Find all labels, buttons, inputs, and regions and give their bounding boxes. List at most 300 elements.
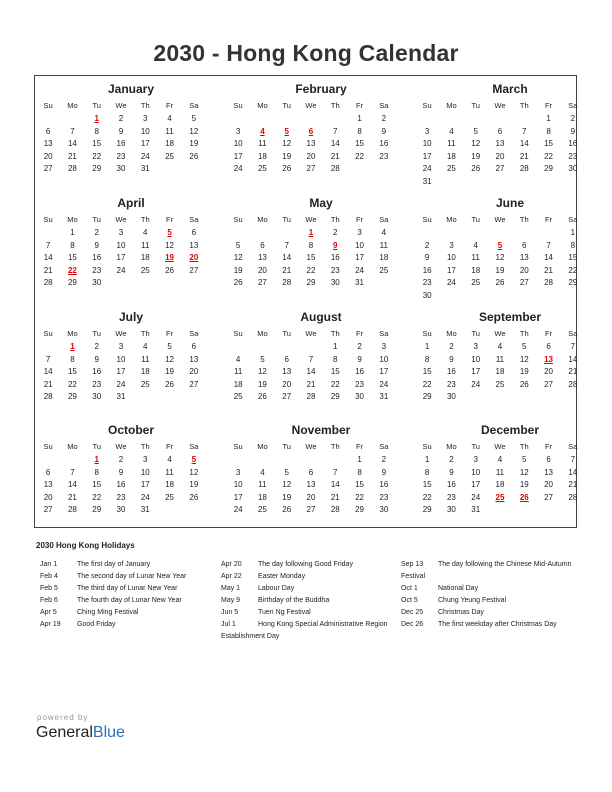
day-cell: 6 xyxy=(45,467,51,477)
month-name: April xyxy=(117,196,145,210)
day-cell: 9 xyxy=(449,354,454,364)
week-row xyxy=(415,354,585,367)
empty-day-cell xyxy=(347,163,371,176)
day-cell: 13 xyxy=(519,253,529,263)
day-cell: 23 xyxy=(422,278,432,288)
holiday-date: Feb 4 xyxy=(40,573,58,580)
day-cell: 23 xyxy=(446,379,456,389)
weekday-label: We xyxy=(305,101,317,110)
day-cell: 21 xyxy=(67,151,77,161)
weekday-label: Sa xyxy=(189,329,199,338)
day-cell: 19 xyxy=(165,367,174,377)
holiday-day-cell: 13 xyxy=(544,354,553,364)
day-cell: 19 xyxy=(233,265,243,275)
day-cell: 17 xyxy=(446,265,456,275)
day-cell: 17 xyxy=(471,367,481,377)
week-row xyxy=(226,240,396,253)
week-row xyxy=(226,277,396,290)
day-cell: 26 xyxy=(282,164,292,174)
weekday-header xyxy=(226,98,396,113)
empty-day-cell xyxy=(250,454,274,467)
day-cell: 16 xyxy=(568,139,578,149)
month-february xyxy=(226,82,396,176)
weekday-label: Sa xyxy=(568,442,578,451)
month-september xyxy=(415,310,585,404)
day-cell: 12 xyxy=(471,139,481,149)
day-cell: 8 xyxy=(94,467,99,477)
day-cell: 22 xyxy=(92,151,102,161)
day-cell: 4 xyxy=(497,455,503,464)
day-cell: 15 xyxy=(67,367,77,377)
weekday-label: Tu xyxy=(471,215,480,224)
holiday-date: Oct 5 xyxy=(401,597,418,604)
day-cell: 10 xyxy=(116,354,126,364)
holidays-column xyxy=(40,559,215,631)
day-cell: 28 xyxy=(330,164,340,174)
day-cell: 8 xyxy=(357,126,362,136)
generalblue-logo[interactable] xyxy=(36,724,125,742)
day-cell: 15 xyxy=(544,139,553,149)
day-cell: 9 xyxy=(449,467,454,477)
day-cell: 12 xyxy=(257,367,267,377)
day-cell: 24 xyxy=(471,379,481,389)
day-cell: 31 xyxy=(355,278,364,288)
weekday-label: Th xyxy=(519,442,529,451)
empty-day-cell xyxy=(250,227,274,240)
day-cell: 21 xyxy=(306,379,316,389)
week-row xyxy=(226,265,396,278)
empty-day-cell xyxy=(561,290,585,303)
holiday-date: Feb 6 xyxy=(40,597,58,604)
empty-day-cell xyxy=(60,454,84,467)
day-cell: 26 xyxy=(519,379,529,389)
weekday-label: We xyxy=(305,215,317,224)
day-cell: 27 xyxy=(306,505,316,515)
empty-day-cell xyxy=(372,163,396,176)
day-cell: 3 xyxy=(424,126,430,136)
day-cell: 26 xyxy=(165,379,174,389)
day-cell: 11 xyxy=(495,467,505,477)
day-cell: 20 xyxy=(519,265,529,275)
day-cell: 2 xyxy=(381,455,387,464)
weekday-label: Mo xyxy=(446,101,457,110)
day-cell: 22 xyxy=(422,492,432,502)
day-cell: 13 xyxy=(43,480,53,490)
day-cell: 19 xyxy=(189,480,199,490)
weekday-label: Mo xyxy=(67,442,78,451)
day-cell: 7 xyxy=(45,354,51,364)
day-cell: 28 xyxy=(67,164,77,174)
week-row xyxy=(226,479,396,492)
day-cell: 27 xyxy=(189,265,199,275)
day-cell: 25 xyxy=(257,164,267,174)
day-cell: 17 xyxy=(140,480,150,490)
month-january xyxy=(36,82,206,176)
week-row xyxy=(36,379,206,392)
weekday-label: Th xyxy=(140,329,150,338)
day-cell: 14 xyxy=(282,253,292,263)
weekday-label: Mo xyxy=(67,215,78,224)
day-cell: 6 xyxy=(260,240,265,250)
holiday-name: Easter Monday xyxy=(258,573,306,580)
day-cell: 24 xyxy=(379,379,389,389)
day-cell: 5 xyxy=(235,240,241,250)
holiday-name: The day following Good Friday xyxy=(258,561,353,568)
day-cell: 25 xyxy=(379,265,389,275)
day-cell: 16 xyxy=(116,480,126,490)
day-cell: 28 xyxy=(568,379,578,389)
day-cell: 26 xyxy=(471,164,481,174)
day-cell: 2 xyxy=(570,114,576,123)
day-cell: 29 xyxy=(67,278,77,288)
holiday-date: Jan 1 xyxy=(40,561,58,568)
day-cell: 30 xyxy=(355,392,364,402)
day-cell: 13 xyxy=(306,480,316,490)
holiday-date: Apr 5 xyxy=(40,609,57,616)
holiday-name: Hong Kong Special Administrative Region Establishment Day xyxy=(221,621,388,640)
weekday-label: Sa xyxy=(379,329,389,338)
empty-day-cell xyxy=(464,113,488,126)
day-cell: 17 xyxy=(116,253,126,263)
day-cell: 11 xyxy=(447,139,456,149)
day-cell: 20 xyxy=(306,492,316,502)
day-cell: 30 xyxy=(330,278,340,288)
day-cell: 26 xyxy=(495,278,505,288)
day-cell: 15 xyxy=(306,253,316,263)
month-march xyxy=(415,82,585,189)
day-cell: 31 xyxy=(471,505,481,515)
weekday-label: Sa xyxy=(379,215,389,224)
holiday-name: Ching Ming Festival xyxy=(77,609,139,616)
day-cell: 2 xyxy=(118,455,124,464)
day-cell: 25 xyxy=(257,505,267,515)
day-cell: 30 xyxy=(446,392,456,402)
day-cell: 22 xyxy=(422,379,432,389)
weekday-header xyxy=(415,326,585,341)
empty-day-cell xyxy=(415,113,439,126)
day-cell: 18 xyxy=(233,379,243,389)
day-cell: 28 xyxy=(43,392,53,402)
day-cell: 10 xyxy=(233,139,243,149)
day-cell: 28 xyxy=(306,392,316,402)
day-cell: 4 xyxy=(497,342,503,351)
weekday-label: Tu xyxy=(92,329,101,338)
day-cell: 23 xyxy=(379,151,389,161)
day-cell: 6 xyxy=(191,228,197,237)
weekday-label: Su xyxy=(422,215,432,224)
day-cell: 21 xyxy=(568,480,578,490)
day-cell: 12 xyxy=(189,126,199,136)
day-cell: 29 xyxy=(306,278,316,288)
week-row xyxy=(226,138,396,151)
empty-day-cell xyxy=(488,176,512,189)
day-cell: 6 xyxy=(45,126,51,136)
holiday-date: Jun 5 xyxy=(221,609,239,616)
day-cell: 30 xyxy=(422,290,432,300)
day-cell: 16 xyxy=(92,253,102,263)
day-cell: 23 xyxy=(379,492,389,502)
day-cell: 13 xyxy=(189,240,199,250)
week-row xyxy=(36,504,206,517)
day-cell: 26 xyxy=(282,505,292,515)
week-row xyxy=(415,277,585,290)
day-cell: 1 xyxy=(70,228,75,237)
empty-day-cell xyxy=(226,113,250,126)
day-cell: 12 xyxy=(165,354,174,364)
month-name: December xyxy=(480,423,540,437)
day-cell: 16 xyxy=(422,265,432,275)
weekday-label: Mo xyxy=(446,329,457,338)
empty-day-cell xyxy=(488,227,512,240)
weekday-label: Su xyxy=(43,329,53,338)
weekday-label: Mo xyxy=(257,329,268,338)
week-row xyxy=(226,227,396,240)
month-name: August xyxy=(300,310,342,324)
holiday-name: The fourth day of Lunar New Year xyxy=(77,597,182,604)
week-row xyxy=(415,290,585,303)
day-cell: 10 xyxy=(140,126,150,136)
holiday-date: Apr 20 xyxy=(221,561,242,568)
week-row xyxy=(226,492,396,505)
day-cell: 4 xyxy=(473,240,478,250)
weekday-label: Th xyxy=(519,101,529,110)
day-cell: 4 xyxy=(381,228,387,237)
empty-day-cell xyxy=(464,176,488,189)
week-row xyxy=(36,479,206,492)
day-cell: 2 xyxy=(381,114,387,123)
day-cell: 14 xyxy=(306,367,316,377)
day-cell: 10 xyxy=(233,480,243,490)
week-row xyxy=(226,252,396,265)
empty-day-cell xyxy=(36,341,60,354)
day-cell: 19 xyxy=(519,480,529,490)
day-cell: 14 xyxy=(568,467,578,477)
empty-day-cell xyxy=(536,290,560,303)
powered-by-label: powered by xyxy=(37,713,89,722)
weekday-label: Mo xyxy=(67,329,78,338)
day-cell: 19 xyxy=(495,265,505,275)
day-cell: 3 xyxy=(235,467,241,477)
day-cell: 12 xyxy=(233,253,243,263)
day-cell: 1 xyxy=(357,455,362,464)
day-cell: 30 xyxy=(116,505,126,515)
day-cell: 3 xyxy=(449,240,454,250)
day-cell: 20 xyxy=(43,151,53,161)
day-cell: 3 xyxy=(381,342,387,351)
empty-day-cell xyxy=(299,113,323,126)
holidays-title: 2030 Hong Kong Holidays xyxy=(36,541,135,550)
month-august xyxy=(226,310,396,404)
day-cell: 21 xyxy=(330,492,340,502)
day-cell: 18 xyxy=(495,367,505,377)
week-row xyxy=(36,454,206,467)
day-cell: 8 xyxy=(333,354,338,364)
empty-day-cell xyxy=(439,113,463,126)
day-cell: 2 xyxy=(449,342,454,351)
weekday-header xyxy=(415,98,585,113)
weekday-label: Tu xyxy=(282,101,291,110)
day-cell: 18 xyxy=(165,480,174,490)
day-cell: 18 xyxy=(446,151,456,161)
day-cell: 20 xyxy=(189,367,199,377)
weekday-label: Mo xyxy=(67,101,78,110)
day-cell: 24 xyxy=(140,151,150,161)
day-cell: 31 xyxy=(116,392,126,402)
day-cell: 19 xyxy=(257,379,267,389)
empty-day-cell xyxy=(36,454,60,467)
day-cell: 13 xyxy=(257,253,267,263)
month-name: January xyxy=(107,82,155,96)
week-row xyxy=(226,113,396,126)
day-cell: 23 xyxy=(446,492,456,502)
day-cell: 21 xyxy=(67,492,77,502)
month-june xyxy=(415,196,585,303)
holiday-day-cell: 5 xyxy=(497,240,503,250)
day-cell: 31 xyxy=(379,392,389,402)
day-cell: 28 xyxy=(330,505,340,515)
day-cell: 9 xyxy=(357,354,362,364)
day-cell: 6 xyxy=(546,455,551,464)
day-cell: 7 xyxy=(70,126,75,136)
empty-day-cell xyxy=(415,227,439,240)
day-cell: 2 xyxy=(424,240,430,250)
empty-day-cell xyxy=(36,227,60,240)
day-cell: 10 xyxy=(140,467,150,477)
holiday-date: Apr 22 xyxy=(221,573,242,580)
weekday-label: Su xyxy=(233,215,243,224)
empty-day-cell xyxy=(561,176,585,189)
weekday-label: Th xyxy=(330,101,340,110)
week-row xyxy=(36,277,206,290)
weekday-label: Tu xyxy=(471,329,480,338)
empty-day-cell xyxy=(536,227,560,240)
day-cell: 5 xyxy=(260,354,265,364)
week-row xyxy=(226,126,396,139)
week-row xyxy=(415,366,585,379)
day-cell: 31 xyxy=(140,505,150,515)
day-cell: 8 xyxy=(546,126,551,136)
week-row xyxy=(226,504,396,517)
empty-day-cell xyxy=(512,113,536,126)
weekday-label: Su xyxy=(233,442,243,451)
day-cell: 20 xyxy=(257,265,267,275)
day-cell: 7 xyxy=(522,126,527,136)
day-cell: 12 xyxy=(282,139,292,149)
holiday-entry xyxy=(401,607,576,619)
weekday-label: Su xyxy=(233,101,243,110)
day-cell: 21 xyxy=(330,151,340,161)
holiday-entry xyxy=(221,559,396,571)
weekday-label: Tu xyxy=(282,442,291,451)
day-cell: 5 xyxy=(284,467,289,477)
day-cell: 20 xyxy=(306,151,316,161)
empty-day-cell xyxy=(323,454,347,467)
week-row xyxy=(415,479,585,492)
day-cell: 21 xyxy=(519,151,529,161)
day-cell: 8 xyxy=(424,467,430,477)
week-row xyxy=(415,492,585,505)
day-cell: 8 xyxy=(570,240,576,250)
empty-day-cell xyxy=(439,227,463,240)
empty-day-cell xyxy=(512,227,536,240)
day-cell: 14 xyxy=(568,354,578,364)
day-cell: 27 xyxy=(495,164,505,174)
empty-day-cell xyxy=(226,227,250,240)
day-cell: 22 xyxy=(355,151,364,161)
day-cell: 3 xyxy=(143,455,148,464)
empty-day-cell xyxy=(157,504,181,517)
holiday-date: Apr 19 xyxy=(40,621,61,628)
weekday-label: Mo xyxy=(257,101,268,110)
month-name: June xyxy=(495,196,524,210)
weekday-header xyxy=(36,326,206,341)
empty-day-cell xyxy=(250,341,274,354)
day-cell: 4 xyxy=(260,467,265,477)
empty-day-cell xyxy=(488,504,512,517)
holiday-day-cell: 20 xyxy=(189,253,199,263)
day-cell: 24 xyxy=(116,379,126,389)
month-name: November xyxy=(291,423,351,437)
week-row xyxy=(226,341,396,354)
holiday-name: The third day of Lunar New Year xyxy=(77,585,178,592)
day-cell: 17 xyxy=(140,139,150,149)
weekday-label: Th xyxy=(140,215,150,224)
day-cell: 1 xyxy=(357,114,362,123)
weekday-header xyxy=(226,212,396,227)
weekday-header xyxy=(415,212,585,227)
day-cell: 16 xyxy=(379,139,389,149)
holiday-day-cell: 5 xyxy=(191,455,197,464)
day-cell: 22 xyxy=(544,151,553,161)
week-row xyxy=(415,176,585,189)
day-cell: 3 xyxy=(118,228,124,237)
holiday-date: Feb 5 xyxy=(40,585,58,592)
day-cell: 7 xyxy=(70,467,75,477)
weekday-label: Fr xyxy=(545,442,553,451)
empty-day-cell xyxy=(372,277,396,290)
empty-day-cell xyxy=(182,163,206,176)
day-cell: 10 xyxy=(116,240,126,250)
week-row xyxy=(36,138,206,151)
empty-day-cell xyxy=(157,277,181,290)
day-cell: 31 xyxy=(422,176,432,186)
day-cell: 1 xyxy=(333,342,338,351)
day-cell: 23 xyxy=(568,151,578,161)
day-cell: 2 xyxy=(118,114,124,123)
empty-day-cell xyxy=(275,113,299,126)
day-cell: 29 xyxy=(355,505,364,515)
day-cell: 9 xyxy=(570,126,576,136)
week-row xyxy=(226,454,396,467)
week-row xyxy=(226,366,396,379)
day-cell: 2 xyxy=(94,228,99,237)
day-cell: 17 xyxy=(355,253,364,263)
empty-day-cell xyxy=(275,341,299,354)
day-cell: 14 xyxy=(330,480,340,490)
weekday-label: We xyxy=(115,215,127,224)
empty-day-cell xyxy=(439,176,463,189)
weekday-label: Fr xyxy=(356,101,364,110)
weekday-label: Th xyxy=(330,215,340,224)
day-cell: 15 xyxy=(422,367,432,377)
day-cell: 5 xyxy=(167,342,172,351)
day-cell: 15 xyxy=(330,367,340,377)
holiday-date: Oct 1 xyxy=(401,585,418,592)
empty-day-cell xyxy=(133,391,157,404)
brand-general: General xyxy=(36,724,93,741)
day-cell: 25 xyxy=(140,379,150,389)
day-cell: 17 xyxy=(471,480,481,490)
